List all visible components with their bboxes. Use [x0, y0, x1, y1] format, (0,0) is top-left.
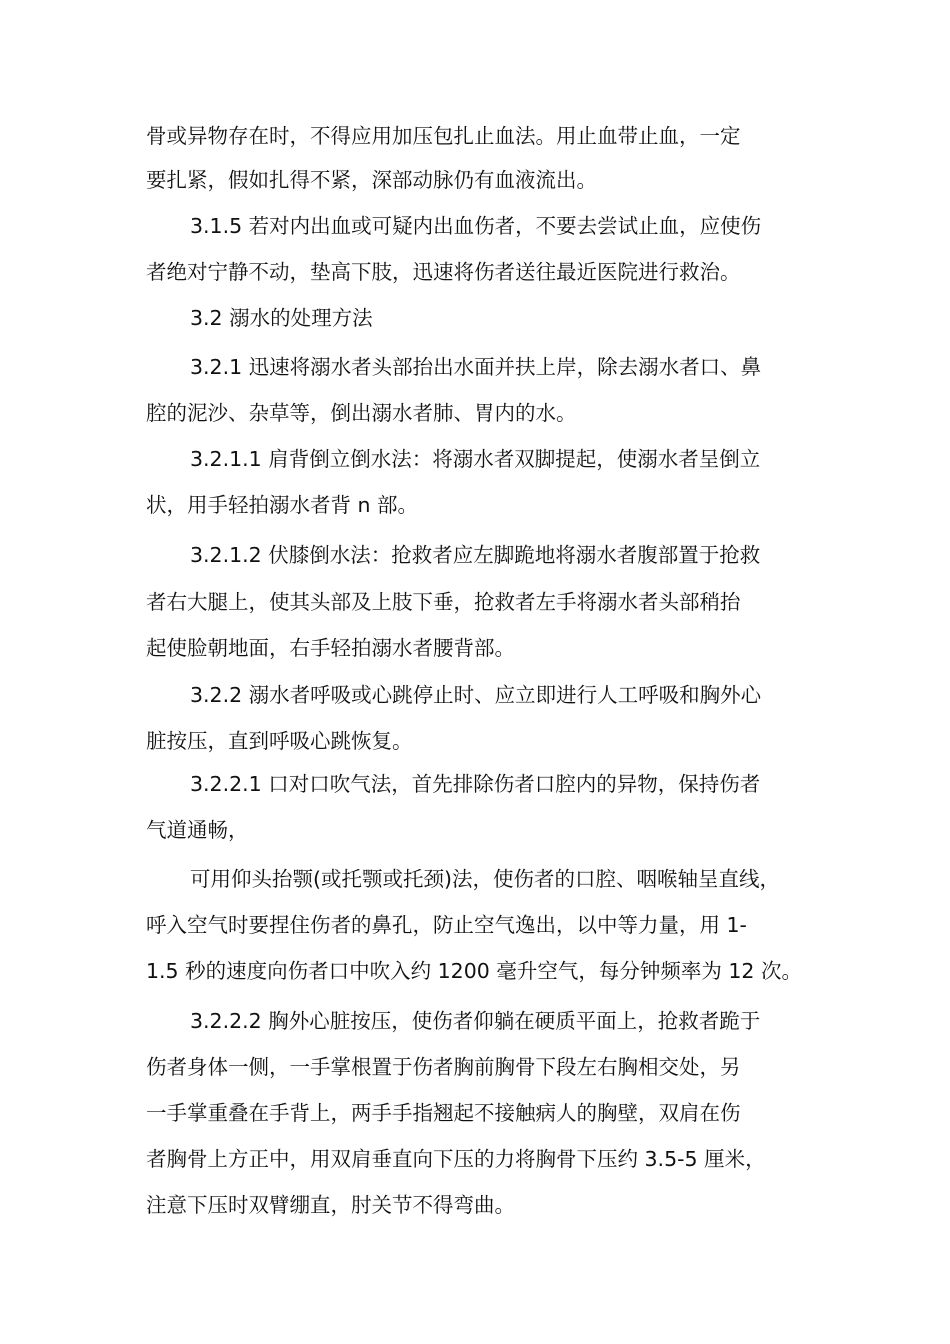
text-line: 者胸骨上方正中，用双肩垂直向下压的力将胸骨下压约 3.5-5 厘米， — [146, 1147, 766, 1171]
text-line: 注意下压时双臂绷直，肘关节不得弯曲。 — [146, 1193, 515, 1217]
text-line: 3.2.1.2 伏膝倒水法：抢救者应左脚跪地将溺水者腹部置于抢救 — [190, 543, 761, 567]
text-line: 伤者身体一侧，一手掌根置于伤者胸前胸骨下段左右胸相交处，另 — [146, 1055, 741, 1079]
text-line: 一手掌重叠在手背上，两手手指翘起不接触病人的胸壁，双肩在伤 — [146, 1101, 741, 1125]
text-line: 脏按压，直到呼吸心跳恢复。 — [146, 729, 413, 753]
text-line: 3.2.2.2 胸外心脏按压，使伤者仰躺在硬质平面上，抢救者跪于 — [190, 1009, 761, 1033]
text-line: 状，用手轻拍溺水者背 n 部。 — [146, 493, 419, 517]
text-line: 骨或异物存在时，不得应用加压包扎止血法。用止血带止血，一定 — [146, 124, 741, 148]
text-line: 气道通畅， — [146, 818, 249, 842]
text-line: 者右大腿上，使其头部及上肢下垂，抢救者左手将溺水者头部稍抬 — [146, 590, 741, 614]
text-line: 3.2.2.1 口对口吹气法，首先排除伤者口腔内的异物，保持伤者 — [190, 772, 761, 796]
text-line: 要扎紧，假如扎得不紧，深部动脉仍有血液流出。 — [146, 168, 597, 192]
text-line: 1.5 秒的速度向伤者口中吹入约 1200 毫升空气，每分钟频率为 12 次。 — [146, 959, 802, 983]
text-line: 者绝对宁静不动，垫高下肢，迅速将伤者送往最近医院进行救治。 — [146, 260, 741, 284]
text-line: 3.1.5 若对内出血或可疑内出血伤者，不要去尝试止血，应使伤 — [190, 214, 762, 238]
text-line: 腔的泥沙、杂草等，倒出溺水者肺、胃内的水。 — [146, 401, 577, 425]
text-line: 起使脸朝地面，右手轻拍溺水者腰背部。 — [146, 636, 515, 660]
text-line: 3.2.2 溺水者呼吸或心跳停止时、应立即进行人工呼吸和胸外心 — [190, 683, 762, 707]
section-heading: 3.2 溺水的处理方法 — [190, 306, 373, 330]
text-line: 呼入空气时要捏住伤者的鼻孔，防止空气逸出，以中等力量，用 1- — [146, 913, 747, 937]
text-line: 可用仰头抬颚(或托颚或托颈)法，使伤者的口腔、咽喉轴呈直线， — [190, 867, 780, 891]
text-line: 3.2.1.1 肩背倒立倒水法：将溺水者双脚提起，使溺水者呈倒立 — [190, 447, 761, 471]
text-line: 3.2.1 迅速将溺水者头部抬出水面并扶上岸，除去溺水者口、鼻 — [190, 355, 762, 379]
